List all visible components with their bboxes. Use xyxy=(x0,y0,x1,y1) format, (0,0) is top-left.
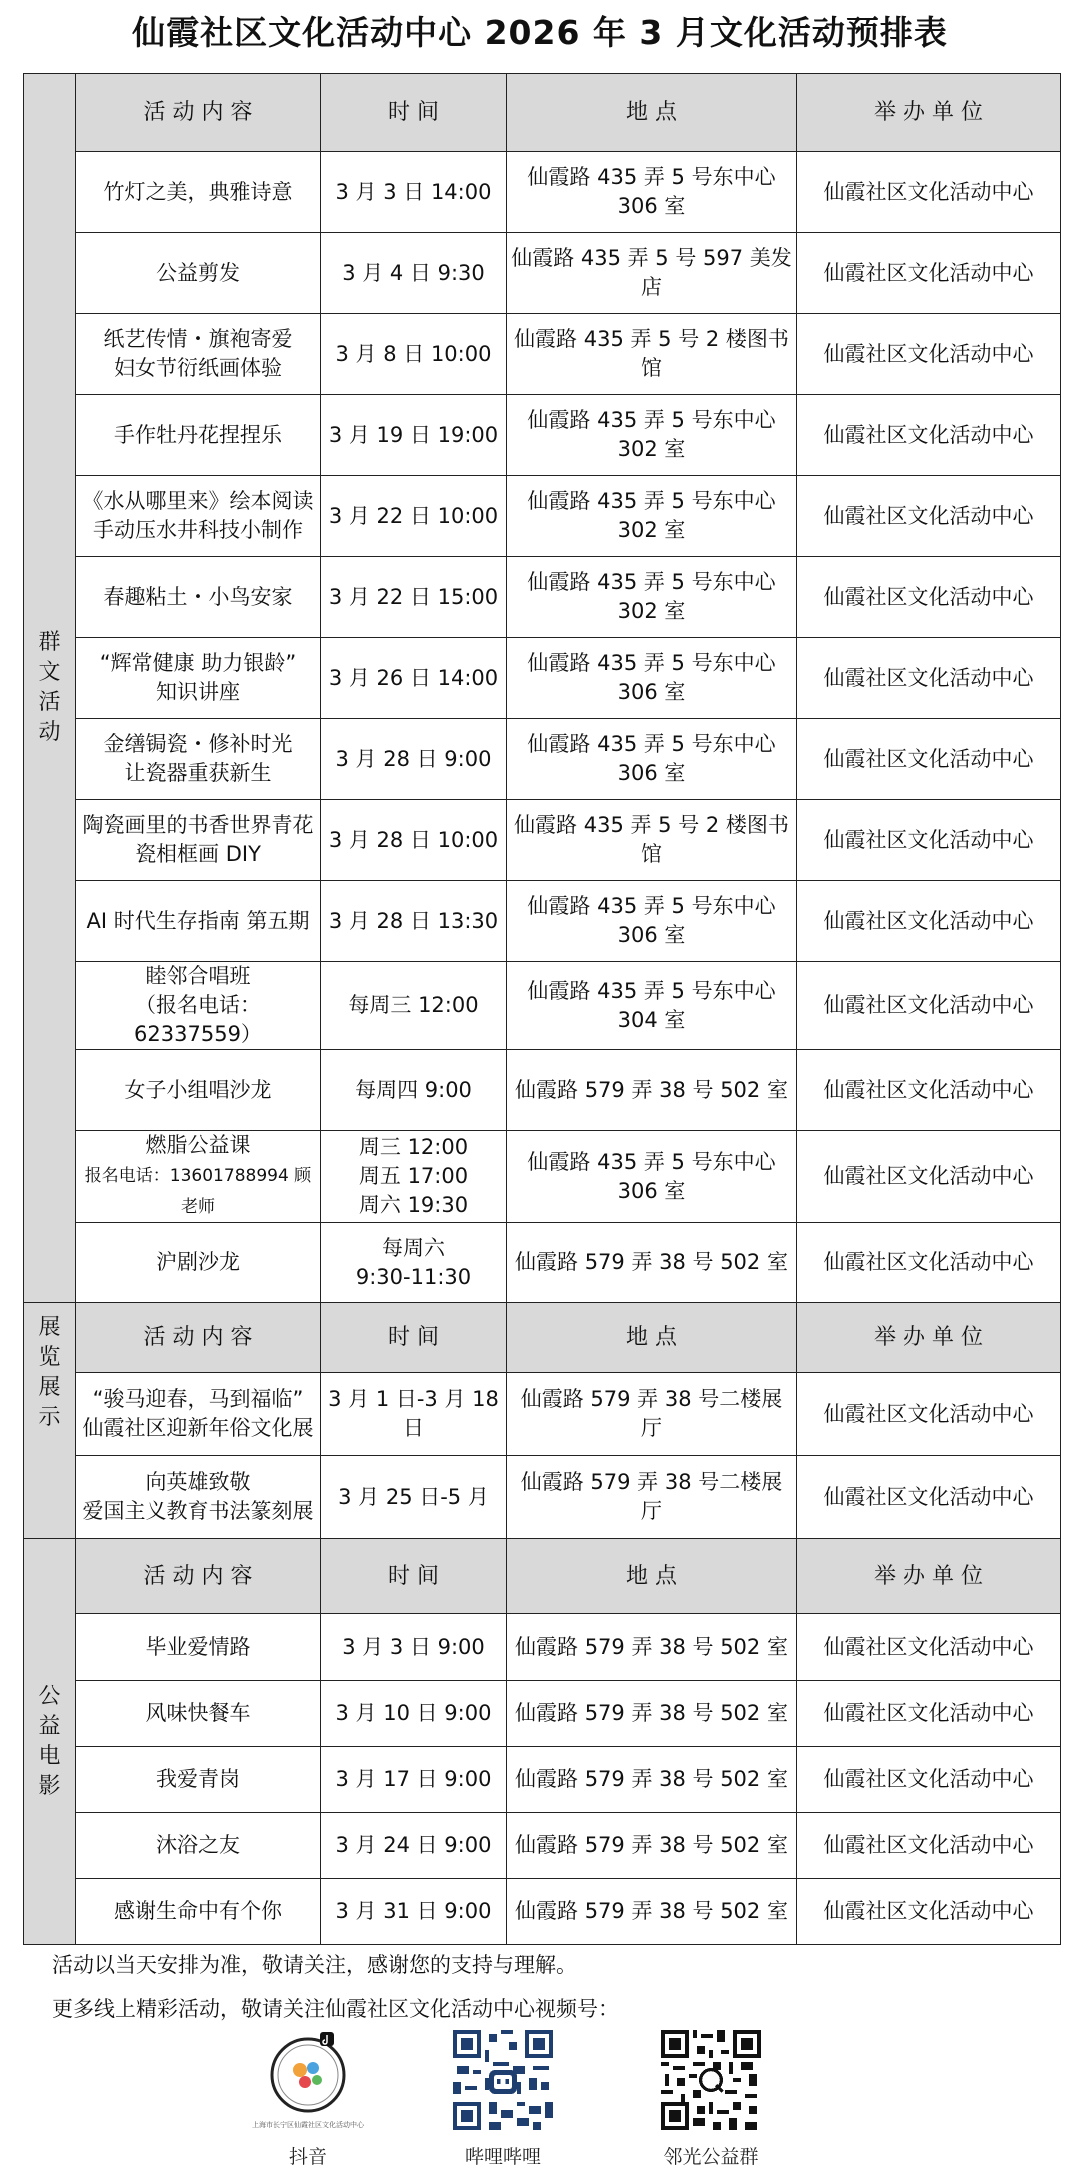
organizer-cell: 仙霞社区文化活动中心 xyxy=(797,1747,1061,1813)
time-cell: 3 月 26 日 14:00 xyxy=(321,638,507,719)
table-row xyxy=(24,152,1061,233)
place-cell: 仙霞路 435 弄 5 号东中心 306 室 xyxy=(507,152,797,233)
table-row xyxy=(24,638,1061,719)
time-cell: 3 月 8 日 10:00 xyxy=(321,314,507,395)
time-cell: 3 月 1 日-3 月 18 日 xyxy=(321,1373,507,1456)
table-row xyxy=(24,962,1061,1050)
note-schedule-disclaimer: 活动以当天安排为准，敬请关注，感谢您的支持与理解。 xyxy=(52,1953,577,1977)
footer-notes xyxy=(52,1947,619,2035)
activity-cell: 沪剧沙龙 xyxy=(76,1223,321,1303)
organizer-cell: 仙霞社区文化活动中心 xyxy=(797,1456,1061,1539)
organizer-cell: 仙霞社区文化活动中心 xyxy=(797,638,1061,719)
activity-title: 燃脂公益课 xyxy=(145,1133,251,1157)
place-cell: 仙霞路 579 弄 38 号 502 室 xyxy=(507,1050,797,1131)
organizer-cell: 仙霞社区文化活动中心 xyxy=(797,800,1061,881)
table-row xyxy=(24,719,1061,800)
place-cell: 仙霞路 435 弄 5 号 2 楼图书馆 xyxy=(507,800,797,881)
activity-cell: 我爱青岗 xyxy=(76,1747,321,1813)
table-row xyxy=(24,1373,1061,1456)
header-time: 时 间 xyxy=(321,1303,507,1373)
header-activity: 活 动 内 容 xyxy=(76,1303,321,1373)
place-cell: 仙霞路 579 弄 38 号 502 室 xyxy=(507,1879,797,1945)
organizer-cell: 仙霞社区文化活动中心 xyxy=(797,233,1061,314)
activity-cell: 风味快餐车 xyxy=(76,1681,321,1747)
activity-cell: 沐浴之友 xyxy=(76,1813,321,1879)
place-cell: 仙霞路 435 弄 5 号东中心 306 室 xyxy=(507,638,797,719)
organizer-cell: 仙霞社区文化活动中心 xyxy=(797,152,1061,233)
activity-cell: “辉常健康 助力银龄” 知识讲座 xyxy=(76,638,321,719)
header-organizer: 举 办 单 位 xyxy=(797,1539,1061,1614)
qr-code-icon xyxy=(661,2030,761,2130)
organizer-cell: 仙霞社区文化活动中心 xyxy=(797,881,1061,962)
activity-cell: 感谢生命中有个你 xyxy=(76,1879,321,1945)
time-cell: 3 月 25 日-5 月 xyxy=(321,1456,507,1539)
organizer-cell: 仙霞社区文化活动中心 xyxy=(797,1813,1061,1879)
section-label: 展览展示 xyxy=(24,1303,76,1539)
time-cell: 3 月 31 日 9:00 xyxy=(321,1879,507,1945)
place-cell: 仙霞路 579 弄 38 号 502 室 xyxy=(507,1681,797,1747)
table-row xyxy=(24,1614,1061,1681)
douyin-logo-icon xyxy=(258,2030,358,2120)
place-cell: 仙霞路 435 弄 5 号 597 美发店 xyxy=(507,233,797,314)
activity-cell: AI 时代生存指南 第五期 xyxy=(76,881,321,962)
place-cell: 仙霞路 435 弄 5 号东中心 302 室 xyxy=(507,395,797,476)
note-follow-channel: 更多线上精彩活动，敬请关注仙霞社区文化活动中心视频号： xyxy=(52,1997,619,2021)
organizer-cell: 仙霞社区文化活动中心 xyxy=(797,1223,1061,1303)
community-group-caption: 邻光公益群 xyxy=(663,2146,759,2168)
organizer-cell: 仙霞社区文化活动中心 xyxy=(797,1879,1061,1945)
activity-cell: 春趣粘土・小鸟安家 xyxy=(76,557,321,638)
table-row xyxy=(24,314,1061,395)
header-organizer: 举 办 单 位 xyxy=(797,74,1061,152)
place-cell: 仙霞路 579 弄 38 号 502 室 xyxy=(507,1813,797,1879)
place-cell: 仙霞路 579 弄 38 号 502 室 xyxy=(507,1747,797,1813)
time-cell: 3 月 22 日 15:00 xyxy=(321,557,507,638)
time-cell: 周三 12:00 周五 17:00 周六 19:30 xyxy=(321,1131,507,1223)
organizer-cell: 仙霞社区文化活动中心 xyxy=(797,557,1061,638)
table-row xyxy=(24,395,1061,476)
header-place: 地 点 xyxy=(507,1539,797,1614)
activity-cell: 金缮锔瓷・修补时光 让瓷器重获新生 xyxy=(76,719,321,800)
place-cell: 仙霞路 435 弄 5 号 2 楼图书馆 xyxy=(507,314,797,395)
activity-cell: 手作牡丹花捏捏乐 xyxy=(76,395,321,476)
organizer-cell: 仙霞社区文化活动中心 xyxy=(797,314,1061,395)
time-cell: 3 月 19 日 19:00 xyxy=(321,395,507,476)
table-row xyxy=(24,800,1061,881)
table-row xyxy=(24,1681,1061,1747)
organizer-cell: 仙霞社区文化活动中心 xyxy=(797,1681,1061,1747)
time-cell: 每周四 9:00 xyxy=(321,1050,507,1131)
organizer-cell: 仙霞社区文化活动中心 xyxy=(797,1131,1061,1223)
time-cell: 3 月 10 日 9:00 xyxy=(321,1681,507,1747)
table-row xyxy=(24,1813,1061,1879)
activity-cell: 公益剪发 xyxy=(76,233,321,314)
place-cell: 仙霞路 579 弄 38 号二楼展厅 xyxy=(507,1373,797,1456)
time-cell: 3 月 28 日 10:00 xyxy=(321,800,507,881)
table-header-row xyxy=(24,74,1061,152)
section-label: 群文活动 xyxy=(24,74,76,1303)
table-row xyxy=(24,1050,1061,1131)
place-cell: 仙霞路 435 弄 5 号东中心 302 室 xyxy=(507,557,797,638)
time-cell: 3 月 24 日 9:00 xyxy=(321,1813,507,1879)
organizer-cell: 仙霞社区文化活动中心 xyxy=(797,1050,1061,1131)
douyin-logo-text: 上海市长宁区仙霞社区文化活动中心 xyxy=(252,2121,364,2129)
activity-cell xyxy=(76,1131,321,1223)
table-row xyxy=(24,1747,1061,1813)
bilibili-caption: 哔哩哔哩 xyxy=(464,2146,541,2168)
organizer-cell: 仙霞社区文化活动中心 xyxy=(797,476,1061,557)
activity-cell: 纸艺传情・旗袍寄爱 妇女节衍纸画体验 xyxy=(76,314,321,395)
time-cell: 3 月 4 日 9:30 xyxy=(321,233,507,314)
page-title: 仙霞社区文化活动中心 2026 年 3 月文化活动预排表 xyxy=(132,13,948,52)
table-row xyxy=(24,1131,1061,1223)
place-cell: 仙霞路 435 弄 5 号东中心 306 室 xyxy=(507,881,797,962)
table-row xyxy=(24,476,1061,557)
header-time: 时 间 xyxy=(321,74,507,152)
qr-code-strip xyxy=(0,2030,1080,2168)
header-time: 时 间 xyxy=(321,1539,507,1614)
activity-cell: 女子小组唱沙龙 xyxy=(76,1050,321,1131)
time-cell: 3 月 3 日 9:00 xyxy=(321,1614,507,1681)
schedule-table xyxy=(23,73,1061,1945)
place-cell: 仙霞路 435 弄 5 号东中心 304 室 xyxy=(507,962,797,1050)
organizer-cell: 仙霞社区文化活动中心 xyxy=(797,1614,1061,1681)
douyin-caption: 抖音 xyxy=(288,2146,327,2168)
table-header-row xyxy=(24,1303,1061,1373)
place-cell: 仙霞路 435 弄 5 号东中心 306 室 xyxy=(507,1131,797,1223)
qr-code-icon xyxy=(453,2030,553,2130)
header-activity: 活 动 内 容 xyxy=(76,1539,321,1614)
activity-cell: 向英雄致敬 爱国主义教育书法篆刻展 xyxy=(76,1456,321,1539)
table-header-row xyxy=(24,1539,1061,1614)
time-cell: 每周三 12:00 xyxy=(321,962,507,1050)
table-row xyxy=(24,557,1061,638)
activity-cell: 睦邻合唱班 （报名电话：62337559） xyxy=(76,962,321,1050)
activity-cell: 毕业爱情路 xyxy=(76,1614,321,1681)
place-cell: 仙霞路 579 弄 38 号 502 室 xyxy=(507,1614,797,1681)
header-activity: 活 动 内 容 xyxy=(76,74,321,152)
time-cell: 3 月 17 日 9:00 xyxy=(321,1747,507,1813)
time-cell: 3 月 3 日 14:00 xyxy=(321,152,507,233)
header-organizer: 举 办 单 位 xyxy=(797,1303,1061,1373)
activity-contact: 报名电话：13601788994 顾老师 xyxy=(84,1166,312,1217)
organizer-cell: 仙霞社区文化活动中心 xyxy=(797,719,1061,800)
time-cell: 3 月 28 日 13:30 xyxy=(321,881,507,962)
place-cell: 仙霞路 435 弄 5 号东中心 302 室 xyxy=(507,476,797,557)
section-label: 公益电影 xyxy=(24,1539,76,1945)
organizer-cell: 仙霞社区文化活动中心 xyxy=(797,962,1061,1050)
time-cell: 3 月 22 日 10:00 xyxy=(321,476,507,557)
organizer-cell: 仙霞社区文化活动中心 xyxy=(797,395,1061,476)
place-cell: 仙霞路 579 弄 38 号二楼展厅 xyxy=(507,1456,797,1539)
time-cell: 每周六 9:30-11:30 xyxy=(321,1223,507,1303)
activity-cell: 《水从哪里来》绘本阅读 手动压水井科技小制作 xyxy=(76,476,321,557)
activity-cell: 竹灯之美，典雅诗意 xyxy=(76,152,321,233)
place-cell: 仙霞路 579 弄 38 号 502 室 xyxy=(507,1223,797,1303)
activity-cell: 陶瓷画里的书香世界青花 瓷相框画 DIY xyxy=(76,800,321,881)
activity-cell: “骏马迎春，马到福临” 仙霞社区迎新年俗文化展 xyxy=(76,1373,321,1456)
time-cell: 3 月 28 日 9:00 xyxy=(321,719,507,800)
place-cell: 仙霞路 435 弄 5 号东中心 306 室 xyxy=(507,719,797,800)
table-row xyxy=(24,1456,1061,1539)
header-place: 地 点 xyxy=(507,74,797,152)
organizer-cell: 仙霞社区文化活动中心 xyxy=(797,1373,1061,1456)
table-row xyxy=(24,1879,1061,1945)
table-row xyxy=(24,1223,1061,1303)
table-row xyxy=(24,233,1061,314)
table-row xyxy=(24,881,1061,962)
header-place: 地 点 xyxy=(507,1303,797,1373)
